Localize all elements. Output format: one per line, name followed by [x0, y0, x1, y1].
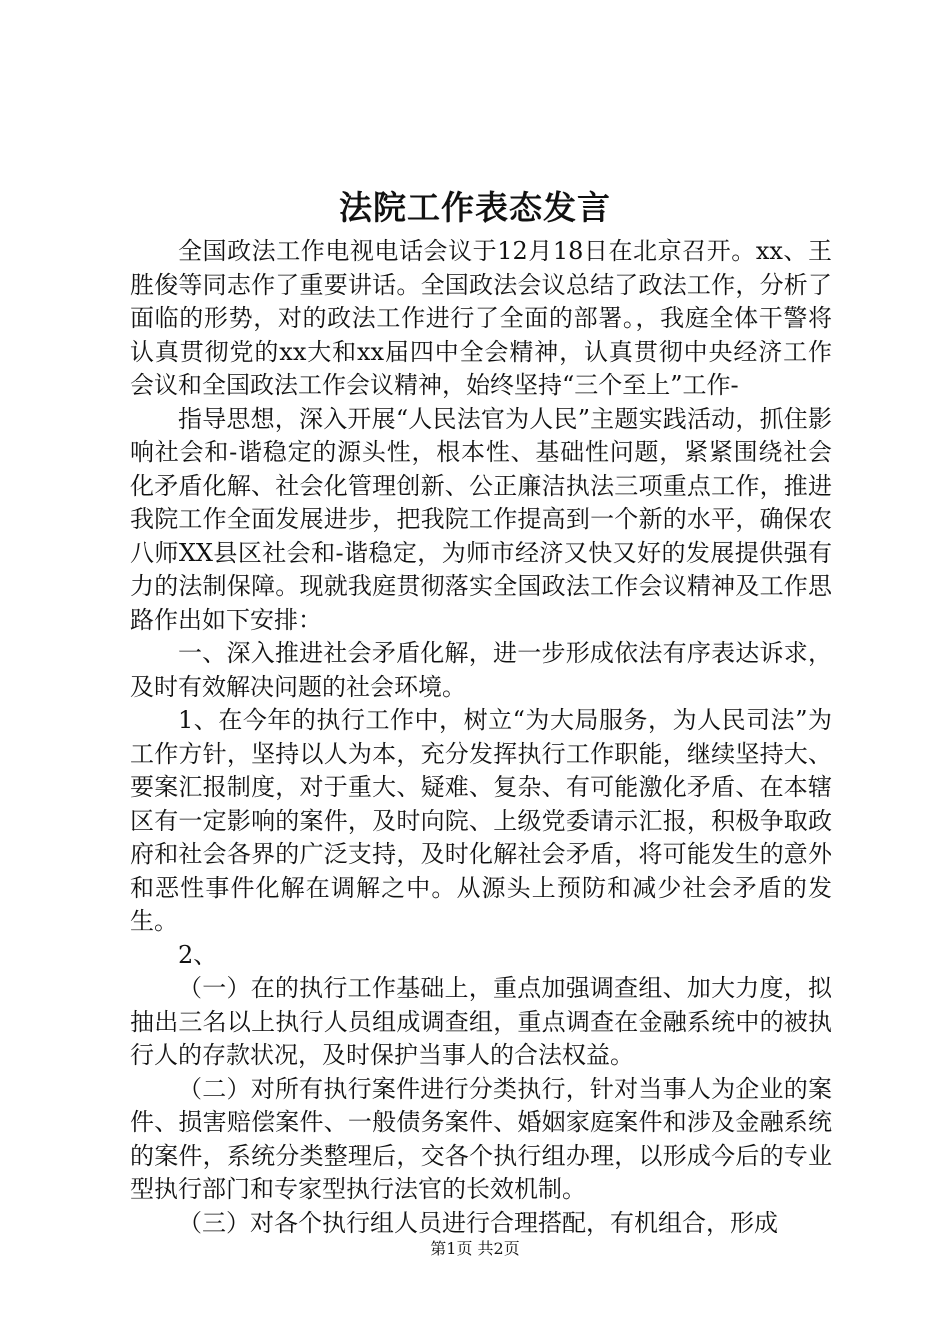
paragraph-item-one: 1、在今年的执行工作中，树立“为大局服务，为人民司法”为工作方针，坚持以人为本，充分发挥执行工作职能，继续坚持大、要案汇报制度，对于重大、疑难、复杂、有可能激化矛盾、在本辖区有一定影响的案件，及时向院、上级党委请示汇报，积极争取政府和社会各界的广泛支持，及时化解社会矛盾，将可能发生的意外和恶性事件化解在调解之中。从源头上预防和减少社会矛盾的发生。: [130, 706, 832, 935]
paragraph-intro: 全国政法工作电视电话会议于12月18日在北京召开。xx、王胜俊等同志作了重要讲话。全国政法会议总结了政法工作，分析了面临的形势，对的政法工作进行了全面的部署。，我庭全体干警将认真贯彻党的xx大和xx届四中全会精神，认真贯彻中央经济工作会议和全国政法工作会议精神，始终坚持“三个至上”工作-: [130, 237, 832, 399]
document-body: [130, 235, 832, 1240]
document-title: 法院工作表态发言: [339, 188, 611, 227]
paragraph-guiding-thought: 指导思想，深入开展“人民法官为人民”主题实践活动，抓住影响社会和-谐稳定的源头性，根本性、基础性问题，紧紧围绕社会化矛盾化解、社会化管理创新、公正廉洁执法三项重点工作，推进我院工作全面发展进步，把我院工作提高到一个新的水平，确保农八师XX县区社会和-谐稳定，为师市经济又快又好的发展提供强有力的法制保障。现就我庭贯彻落实全国政法工作会议精神及工作思路作出如下安排：: [130, 404, 832, 634]
paragraph-section-one: 一、深入推进社会矛盾化解，进一步形成依法有序表达诉求，及时有效解决问题的社会环境。: [130, 639, 832, 701]
paragraph-sub-three: （三）对各个执行组人员进行合理搭配，有机组合，形成: [178, 1208, 778, 1237]
paragraph-sub-two: （二）对所有执行案件进行分类执行，针对当事人为企业的案件、损害赔偿案件、一般债务案件、婚姻家庭案件和涉及金融系统的案件，系统分类整理后，交各个执行组办理，以形成今后的专业型执行部门和专家型执行法官的长效机制。: [130, 1074, 832, 1203]
paragraph-item-two: 2、: [178, 940, 218, 969]
page-number-footer: 第1页 共2页: [430, 1239, 520, 1258]
paragraph-sub-one: （一）在的执行工作基础上，重点加强调查组、加大力度，拟抽出三名以上执行人员组成调查组，重点调查在金融系统中的被执行人的存款状况，及时保护当事人的合法权益。: [130, 974, 832, 1069]
